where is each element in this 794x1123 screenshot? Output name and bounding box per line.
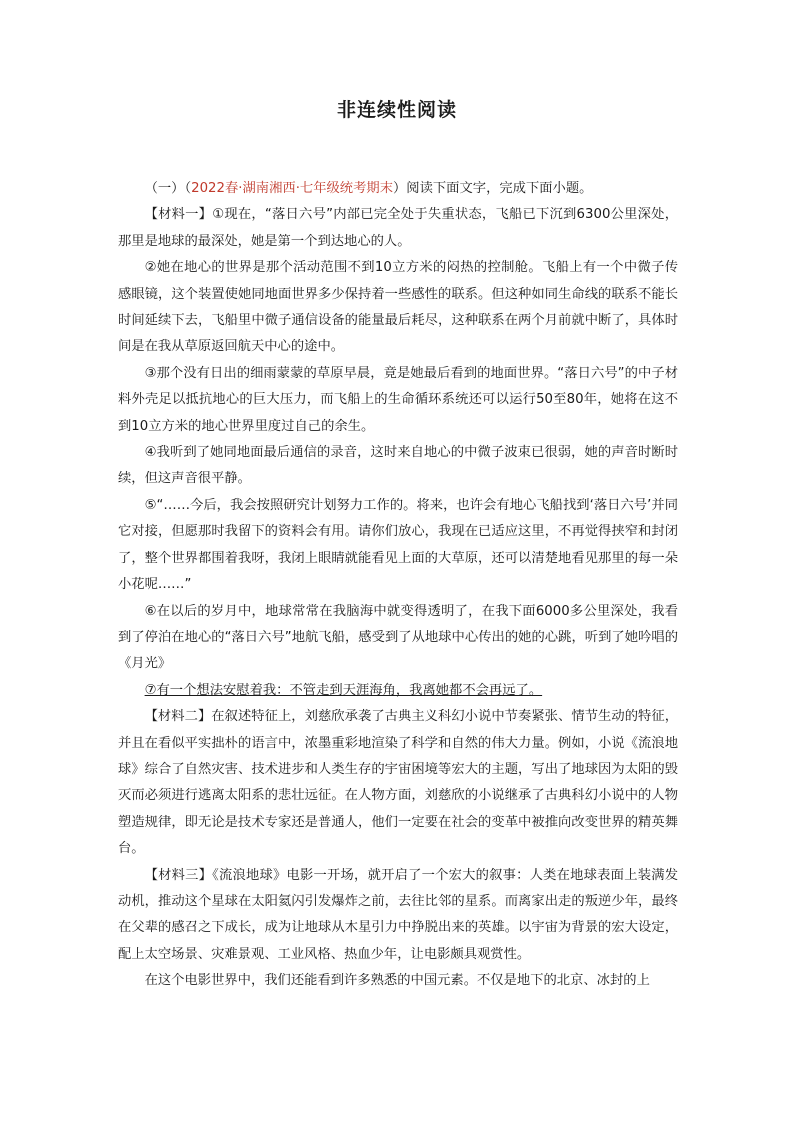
- material1-paragraph-7: [118, 678, 678, 704]
- underlined-sentence: ⑦有一个想法安慰着我：不管走到天涯海角，我离她都不会再远了。: [144, 682, 543, 698]
- material3-text-1: 《流浪地球》电影一开场，就开启了一个宏大的叙事：人类在地球表面上装满发动机，推动这个星球在太阳氦闪引发爆炸之前，去往比邻的星系。而离家出走的叛逆少年，最终在父辈的感召之下成长，成为让地球从木星引力中挣脱出来的英雄。以宇宙为背景的宏大设定，配上太空场景、灾难景观、工业风格、热血少年，让电影颇具观赏性。: [118, 867, 679, 962]
- material2-label: 【材料二】: [144, 709, 212, 725]
- material1-paragraph-4: ④我听到了她同地面最后通信的录音，这时来自地心的中微子波束已很弱，她的声音时断时续，但这声音很平静。: [118, 445, 678, 487]
- material1-paragraph-1: [118, 202, 678, 255]
- material1-paragraph-5: ⑤“……今后，我会按照研究计划努力工作的。将来，也许会有地心飞船找到‘落日六号’并同它对接，但愿那时我留下的资料会有用。请你们放心，我现在已适应这里，不再觉得挟窄和封闭了，整个世界都围着我呀，我闭上眼睛就能看见上面的大草原，还可以清楚地看见那里的每一朵小花呢……”: [118, 497, 678, 593]
- intro-prefix: （一）（: [144, 181, 192, 196]
- material3-paragraph-2: 在这个电影世界中，我们还能看到许多熟悉的中国元素。不仅是地下的北京、冰封的上: [144, 973, 650, 989]
- intro-paragraph: [118, 176, 678, 202]
- page-title: 非连续性阅读: [336, 99, 457, 121]
- material3-label: 【材料三】: [144, 867, 213, 883]
- document-body: [118, 176, 678, 995]
- material3-paragraph-1: [118, 863, 678, 969]
- material1-text-1: ①现在，“落日六号”内部已完全处于失重状态，飞船已下沉到6300公里深处，那里是地球的最深处，她是第一个到达地心的人。: [118, 207, 679, 249]
- material1-label: 【材料一】: [144, 207, 213, 223]
- material1-paragraph-2: ②她在地心的世界是那个活动范围不到10立方米的闷热的控制舱。飞船上有一个中微子传感眼镜，这个装置使她同地面世界多少保持着一些感性的联系。但这种如同生命线的联系不能长时间延续下去，飞船里中微子通信设备的能量最后耗尽，这种联系在两个月前就中断了，具体时间是在我从草原返回航天中心的途中。: [118, 260, 678, 355]
- material2-paragraph: [118, 704, 678, 862]
- material2-text: 在叙述特征上，刘慈欣承袭了古典主义科幻小说中节奏紧张、情节生动的特征，并且在看似平实拙朴的语言中，浓墨重彩地渲染了科学和自然的伟大力量。例如，小说《流浪地球》综合了自然灾害、技术进步和人类生存的宇宙困境等宏大的主题，写出了地球因为太阳的毁灭而必须进行逃离太阳系的悲壮远征。在人物方面，刘慈欣的小说继承了古典科幻小说中的人物塑造规律，即无论是技术专家还是普通人，他们一定要在社会的变革中被推向改变世界的精英舞台。: [118, 709, 679, 857]
- material1-paragraph-3: ③那个没有日出的细雨蒙蒙的草原早晨，竟是她最后看到的地面世界。“落日六号”的中子材料外壳足以抵抗地心的巨大压力，而飞船上的生命循环系统还可以运行50至80年，她将在这不到10立方米的地心世界里度过自己的余生。: [118, 365, 678, 434]
- source-reference: 2022春·湖南湘西·七年级统考期末: [191, 181, 393, 196]
- material1-paragraph-6: ⑥在以后的岁月中，地球常常在我脑海中就变得透明了，在我下面6000多公里深处，我看到了停泊在地心的“落日六号”地航飞船，感受到了从地球中心传出的她的心跳，听到了她吟唱的《月光》: [118, 603, 678, 672]
- intro-suffix: ）阅读下面文字，完成下面小题。: [393, 181, 593, 196]
